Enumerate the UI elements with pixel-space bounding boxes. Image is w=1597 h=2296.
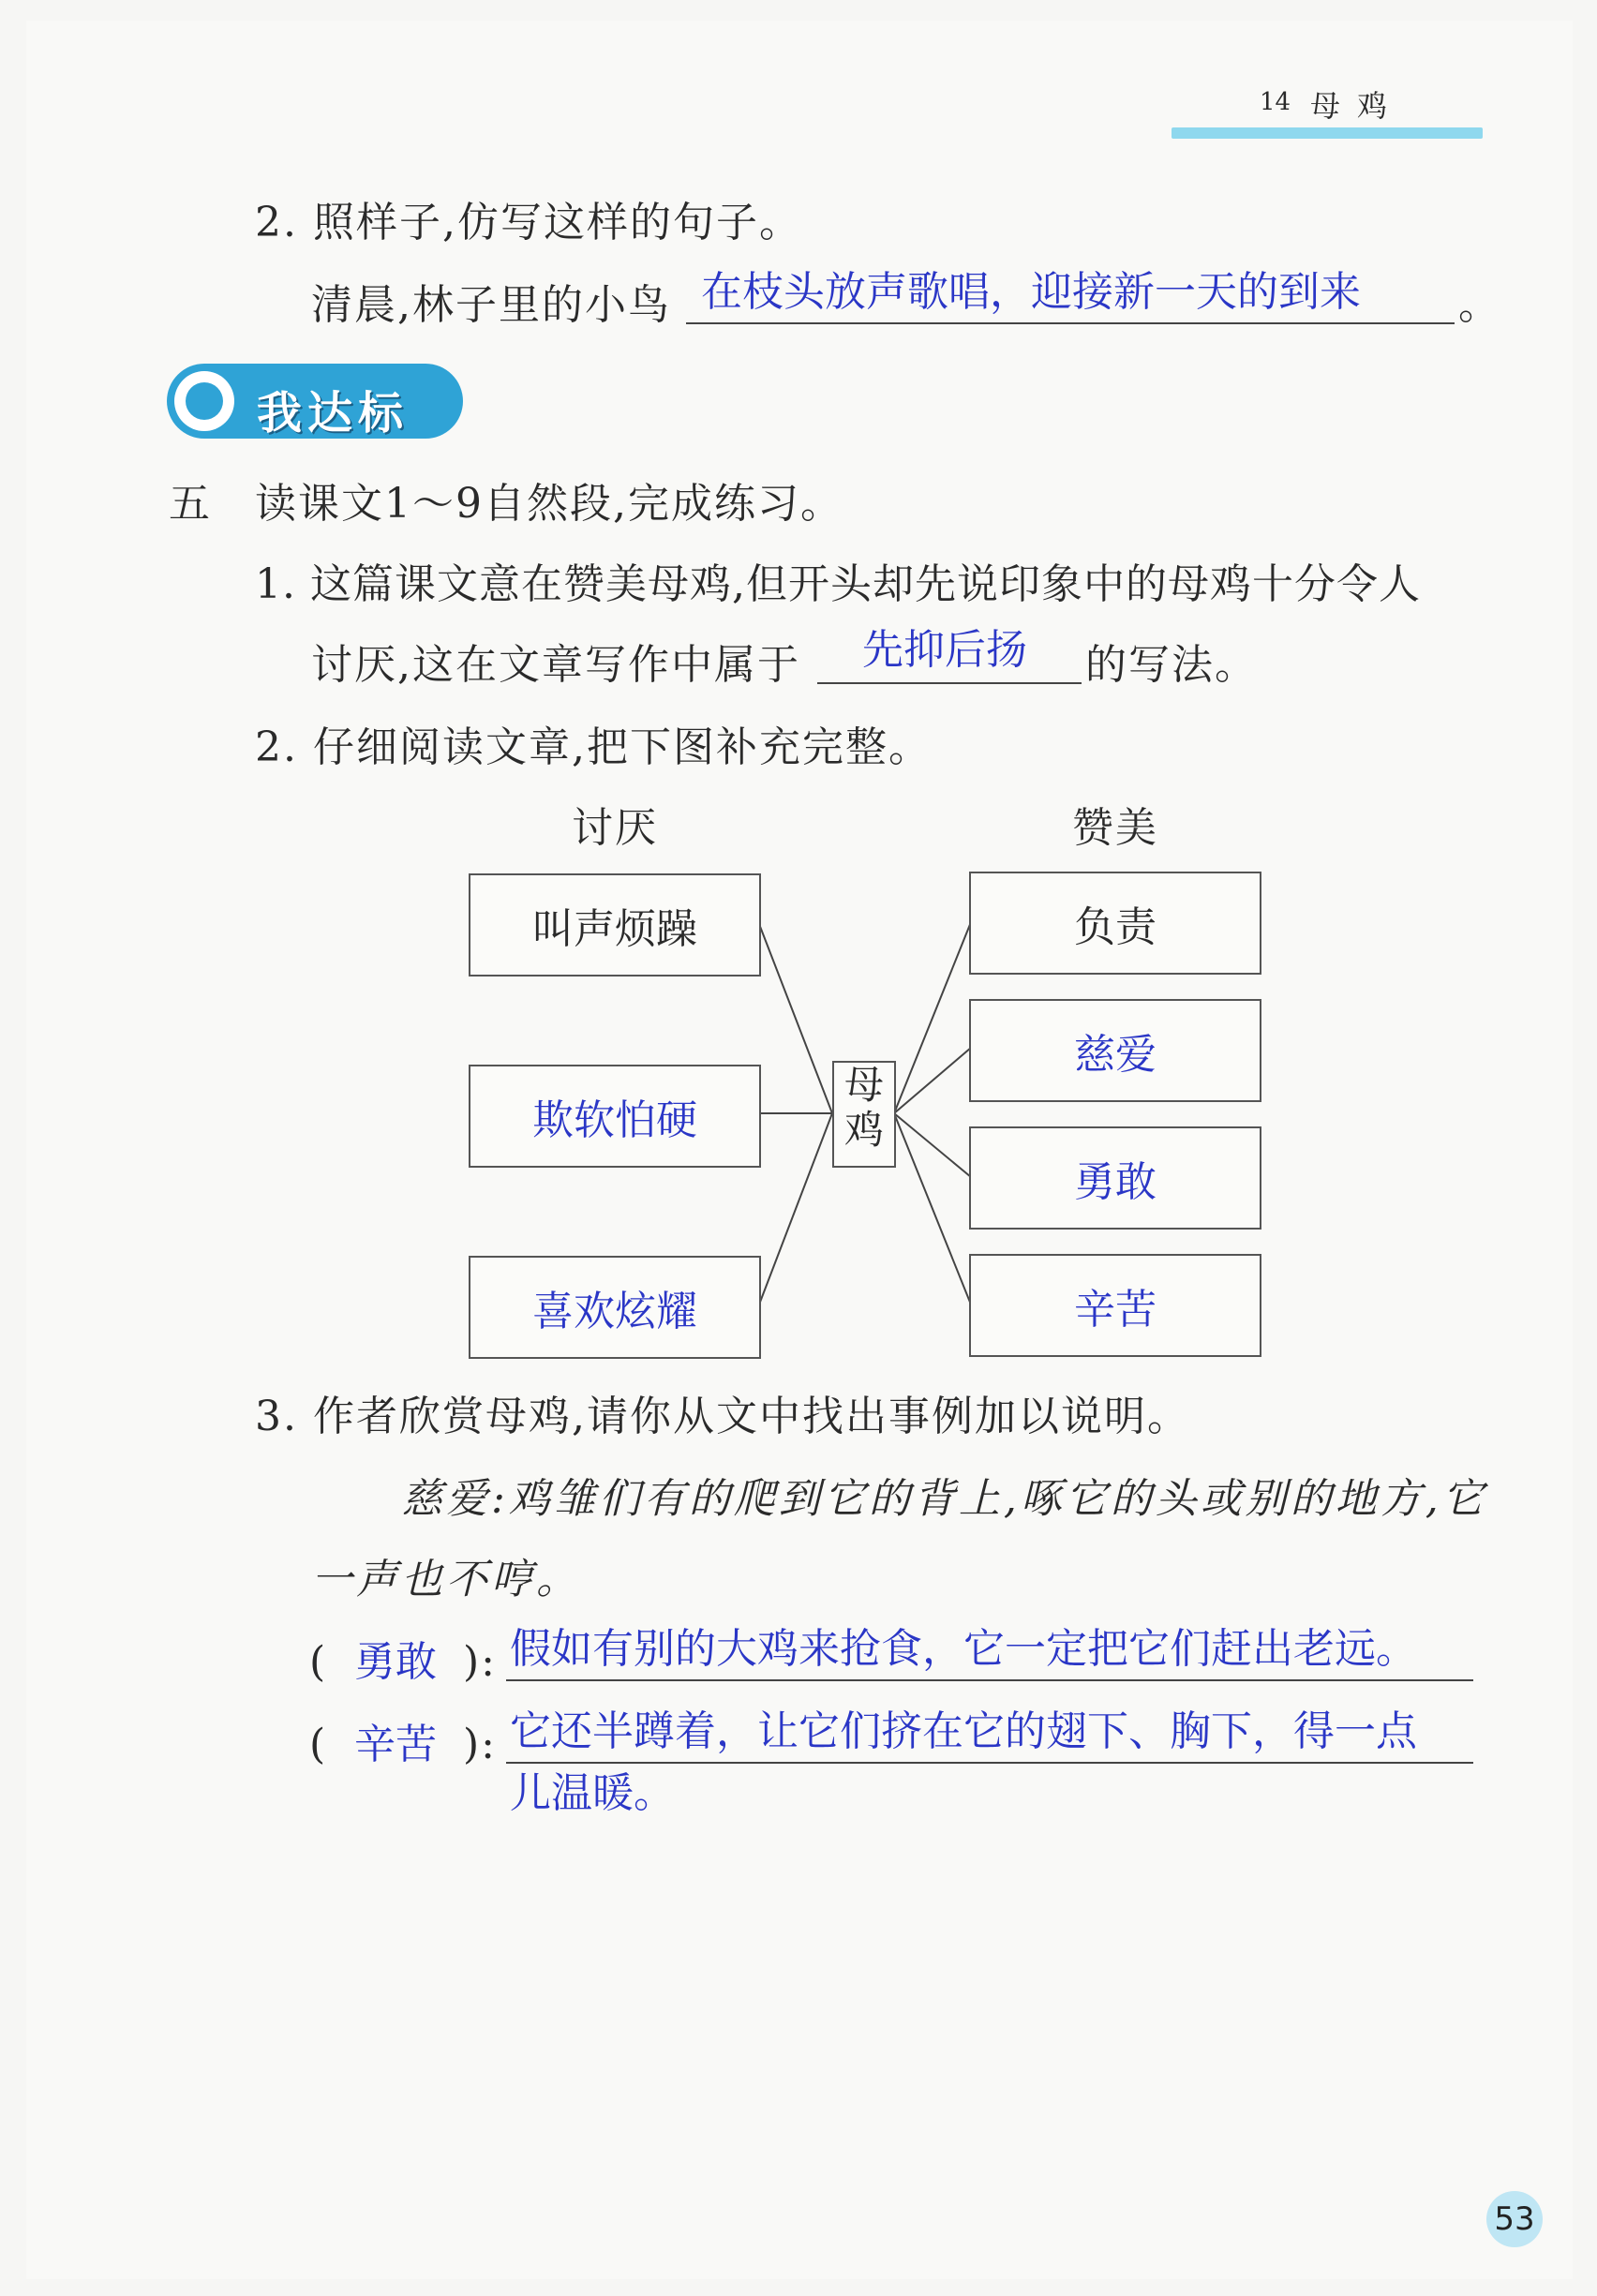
left-box-2: 欺软怕硬 xyxy=(469,1065,761,1168)
right-box-1: 负责 xyxy=(969,872,1261,975)
left-box-3: 喜欢炫耀 xyxy=(469,1256,761,1359)
q3-example-line1: 慈爱:鸡雏们有的爬到它的背上,啄它的头或别的地方,它 xyxy=(401,1475,1487,1523)
q3-row2-open: ( xyxy=(309,1721,328,1768)
q3-row1-answer: 假如有别的大鸡来抢食，它一定把它们赶出老远。 xyxy=(510,1625,1417,1673)
q2-prompt: 2. 仔细阅读文章,把下图补充完整。 xyxy=(255,723,932,771)
right-box-2: 慈爱 xyxy=(969,999,1261,1102)
q3-prompt: 3. 作者欣赏母鸡,请你从文中找出事例加以说明。 xyxy=(255,1393,1190,1440)
right-box-3: 勇敢 xyxy=(969,1126,1261,1230)
q3-row1-label: 勇敢 xyxy=(354,1638,437,1686)
q3-row1-close: ): xyxy=(463,1638,497,1686)
q2-prev-suffix: 。 xyxy=(1458,281,1501,329)
right-box-4: 辛苦 xyxy=(969,1254,1261,1357)
page xyxy=(26,21,1573,2279)
section-number: 五 xyxy=(169,480,212,528)
q3-row2-label: 辛苦 xyxy=(354,1721,437,1768)
q3-row2-close: ): xyxy=(463,1721,497,1768)
q1-line1: 1. 这篇课文意在赞美母鸡,但开头却先说印象中的母鸡十分令人 xyxy=(255,560,1421,608)
lesson-number: 14 xyxy=(1260,88,1291,116)
q2-prev-prompt: 2. 照样子,仿写这样的句子。 xyxy=(255,199,802,246)
q3-row1-open: ( xyxy=(309,1638,328,1686)
q1-line2-prefix: 讨厌,这在文章写作中属于 xyxy=(311,641,800,689)
header-bar xyxy=(1172,127,1483,139)
section-badge xyxy=(167,364,463,439)
refresh-icon xyxy=(174,371,234,431)
page-number-badge xyxy=(1470,2174,1560,2264)
q3-row2-answer-line1: 它还半蹲着，让它们挤在它的翅下、胸下，得一点 xyxy=(510,1707,1417,1755)
center-char-2: 鸡 xyxy=(843,1107,884,1153)
q2-prev-answer: 在枝头放声歌唱，迎接新一天的到来 xyxy=(701,268,1361,316)
page-number: 53 xyxy=(1494,2200,1535,2238)
left-header: 讨厌 xyxy=(572,804,658,852)
section-badge-label: 我达标 xyxy=(257,387,410,440)
q3-example-line2: 一声也不哼。 xyxy=(311,1556,581,1603)
left-box-1: 叫声烦躁 xyxy=(469,873,761,977)
section-title: 读课文1～9自然段,完成练习。 xyxy=(255,480,843,528)
q2-prev-prefix: 清晨,林子里的小鸟 xyxy=(311,281,671,329)
q3-row2-answer-line2: 儿温暖。 xyxy=(510,1769,675,1817)
right-header: 赞美 xyxy=(1072,804,1158,852)
lesson-title: 母鸡 xyxy=(1310,88,1405,124)
q1-answer: 先抑后扬 xyxy=(862,626,1027,674)
center-box xyxy=(832,1061,896,1168)
q1-line2-suffix: 的写法。 xyxy=(1085,641,1258,689)
center-char-1: 母 xyxy=(843,1062,884,1108)
